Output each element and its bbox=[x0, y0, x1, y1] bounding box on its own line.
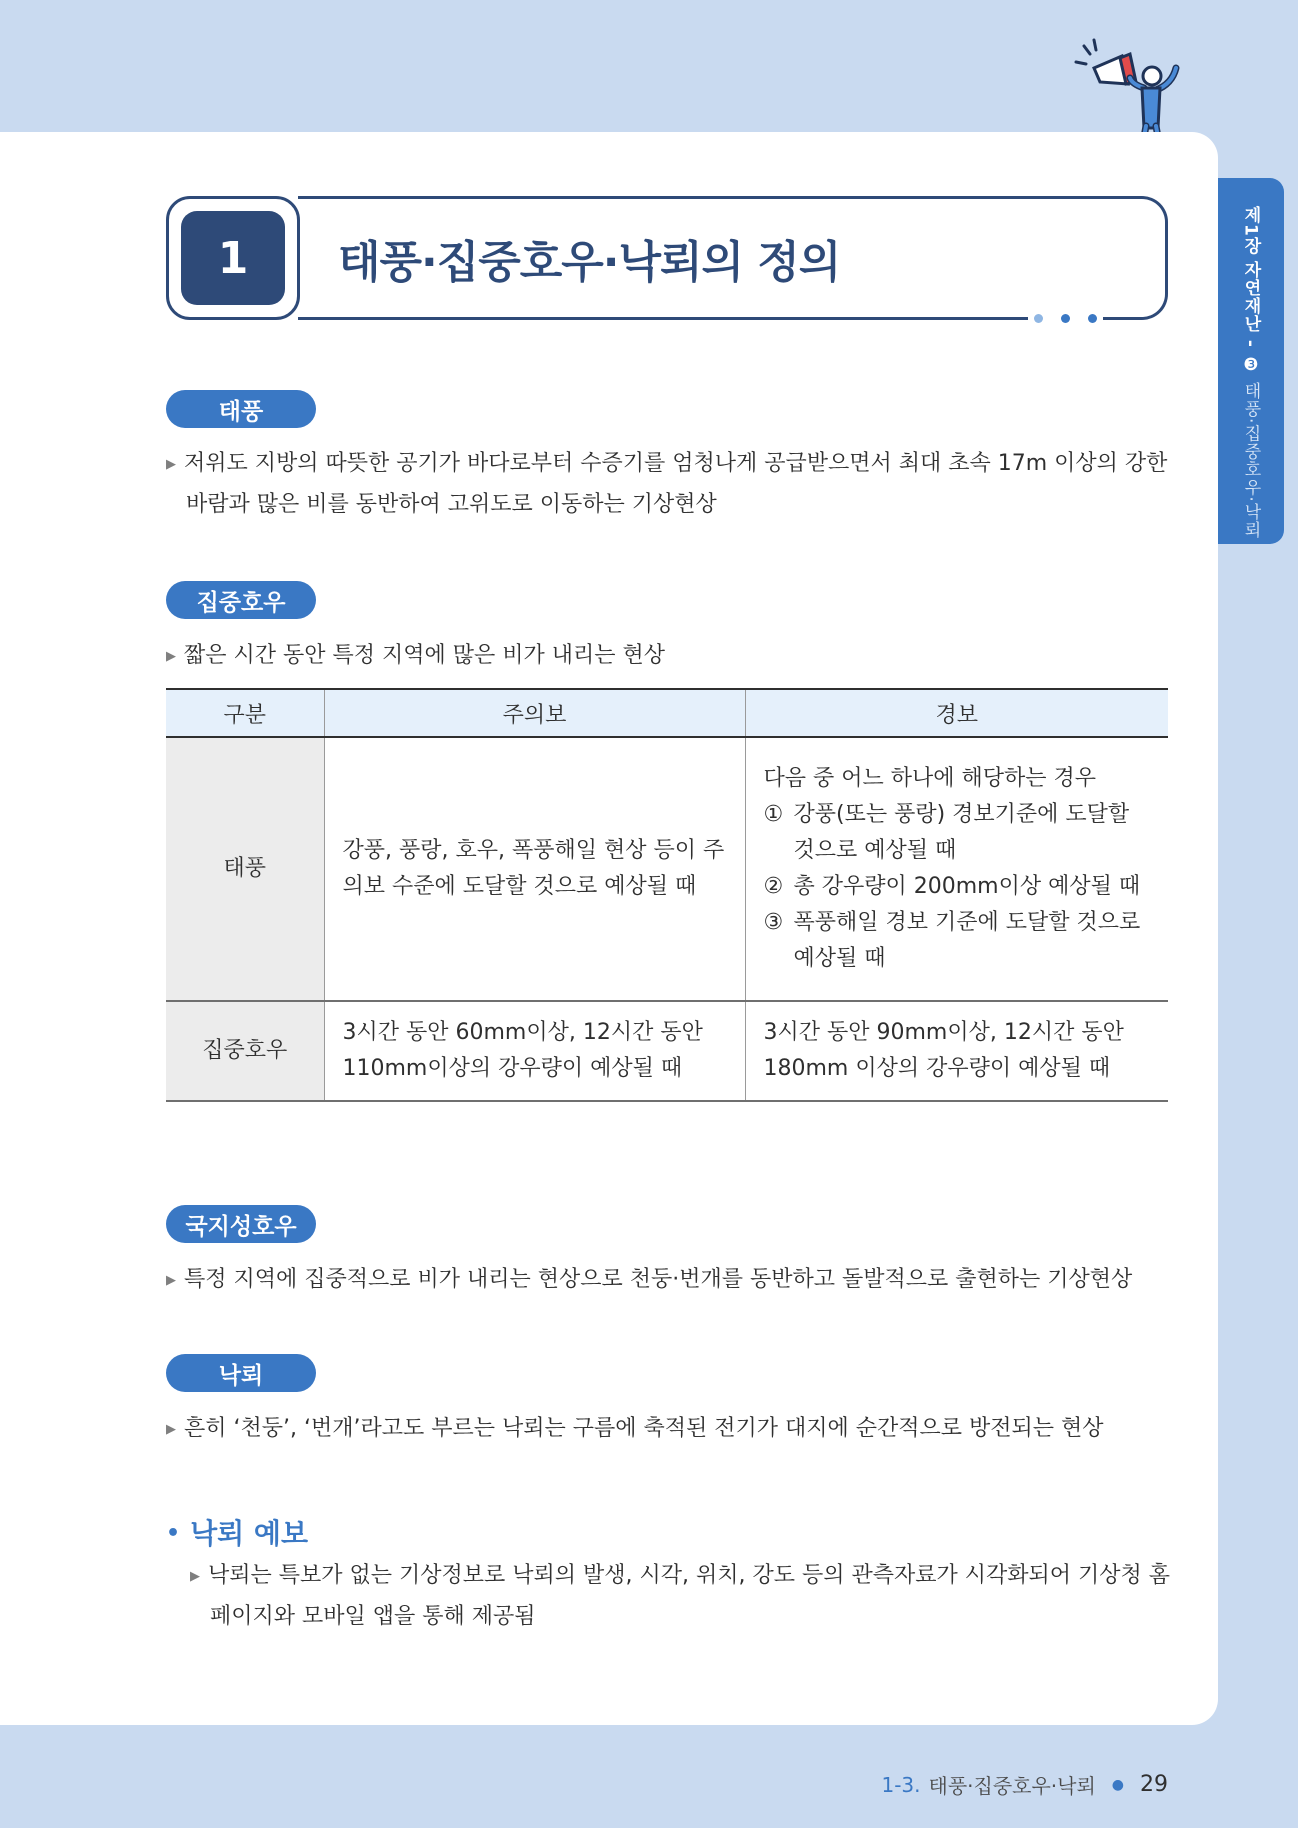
item-text: 총 강우량이 200mm이상 예상될 때 bbox=[793, 874, 1141, 899]
heavy-rain-definition bbox=[166, 636, 1176, 677]
list-item bbox=[764, 869, 1151, 905]
item-text: 강풍(또는 풍랑) 경보기준에 도달할 것으로 예상될 때 bbox=[793, 802, 1130, 863]
lightning-forecast-text bbox=[190, 1556, 1180, 1637]
advisory-cell: 3시간 동안 60mm이상, 12시간 동안 110mm이상의 강우량이 예상될 때 bbox=[324, 1001, 745, 1101]
list-item bbox=[764, 797, 1151, 869]
footer-separator-icon: ● bbox=[1111, 1776, 1124, 1793]
dot-icon bbox=[1061, 314, 1070, 323]
lightning-forecast-heading bbox=[166, 1512, 308, 1552]
footer-section-number: 1-3. bbox=[881, 1772, 921, 1797]
forecast-text-line2: 페이지와 모바일 앱을 통해 제공됨 bbox=[210, 1604, 536, 1629]
local-rain-label: 국지성호우 bbox=[166, 1205, 316, 1243]
heavy-rain-text: 짧은 시간 동안 특정 지역에 많은 비가 내리는 현상 bbox=[184, 643, 665, 668]
lightning-text: 흔히 ‘천둥’, ‘번개’라고도 부르는 낙뢰는 구름에 축적된 전기가 대지에 순간적으로 방전되는 현상 bbox=[184, 1416, 1104, 1441]
forecast-heading-text: 낙뢰 예보 bbox=[190, 1517, 309, 1550]
triangle-bullet-icon: ▶ bbox=[166, 1273, 176, 1288]
footer-title: 태풍·집중호우·낙뢰 bbox=[928, 1774, 1096, 1798]
dot-icon bbox=[1034, 314, 1043, 323]
row-label: 집중호우 bbox=[166, 1001, 324, 1101]
item-mark: ③ bbox=[763, 910, 784, 935]
triangle-bullet-icon: ▶ bbox=[166, 649, 176, 664]
table-header-row bbox=[166, 689, 1168, 737]
typhoon-text-line2: 바람과 많은 비를 동반하여 고위도로 이동하는 기상현상 bbox=[186, 492, 717, 517]
row-label: 태풍 bbox=[166, 737, 324, 1001]
section-number-box bbox=[166, 196, 300, 320]
triangle-bullet-icon: ▶ bbox=[166, 1422, 176, 1437]
item-mark: ② bbox=[763, 874, 784, 899]
list-item bbox=[764, 905, 1151, 977]
table-row bbox=[166, 737, 1168, 1001]
dot-bullet-icon: • bbox=[166, 1521, 181, 1546]
lightning-label: 낙뢰 bbox=[166, 1354, 316, 1392]
page-number: 29 bbox=[1140, 1772, 1168, 1797]
section-title-box bbox=[166, 196, 1168, 320]
triangle-bullet-icon: ▶ bbox=[190, 1569, 200, 1584]
typhoon-label: 태풍 bbox=[166, 390, 316, 428]
triangle-bullet-icon: ▶ bbox=[166, 457, 176, 472]
warning-intro: 다음 중 어느 하나에 해당하는 경우 bbox=[763, 766, 1096, 791]
subject-label: 자연재난 - bbox=[1240, 261, 1261, 349]
item-text: 폭풍해일 경보 기준에 도달할 것으로 예상될 때 bbox=[793, 910, 1141, 971]
dot-icon bbox=[1088, 314, 1097, 323]
table-row bbox=[166, 1001, 1168, 1101]
chapter-side-tab[interactable] bbox=[1218, 178, 1284, 544]
warning-cell: 3시간 동안 90mm이상, 12시간 동안 180mm 이상의 강우량이 예상될 때 bbox=[745, 1001, 1168, 1101]
lightning-definition bbox=[166, 1409, 1176, 1450]
topic-label: 태풍·집중호우·낙뢰 bbox=[1240, 382, 1261, 539]
title-dots bbox=[1028, 314, 1103, 323]
page-footer bbox=[881, 1770, 1168, 1799]
advisory-cell: 강풍, 풍랑, 호우, 폭풍해일 현상 등이 주의보 수준에 도달할 것으로 예상될 때 bbox=[324, 737, 745, 1001]
typhoon-definition bbox=[166, 444, 1176, 525]
heavy-rain-label: 집중호우 bbox=[166, 581, 316, 619]
table-header: 구분 bbox=[166, 689, 324, 737]
local-rain-definition bbox=[166, 1260, 1176, 1301]
forecast-text-line1: 낙뢰는 특보가 없는 기상정보로 낙뢰의 발생, 시각, 위치, 강도 등의 관측자료가 시각화되어 기상청 홈 bbox=[208, 1563, 1170, 1588]
local-rain-text: 특정 지역에 집중적으로 비가 내리는 현상으로 천둥·번개를 동반하고 돌발적으로 출현하는 기상현상 bbox=[184, 1267, 1133, 1292]
chapter-side-tab-label bbox=[1218, 178, 1284, 544]
topic-number: ❸ bbox=[1241, 354, 1261, 376]
typhoon-text-line1: 저위도 지방의 따뜻한 공기가 바다로부터 수증기를 엄청나게 공급받으면서 최대 초속 17m 이상의 강한 bbox=[184, 451, 1168, 476]
chapter-label: 제1장 bbox=[1240, 206, 1261, 255]
page-title: 태풍·집중호우·낙뢰의 정의 bbox=[338, 237, 841, 288]
criteria-table bbox=[166, 688, 1168, 1102]
table-header: 주의보 bbox=[324, 689, 745, 737]
table-header: 경보 bbox=[745, 689, 1168, 737]
item-mark: ① bbox=[763, 802, 784, 827]
warning-cell bbox=[745, 737, 1168, 1001]
section-number: 1 bbox=[181, 211, 285, 305]
